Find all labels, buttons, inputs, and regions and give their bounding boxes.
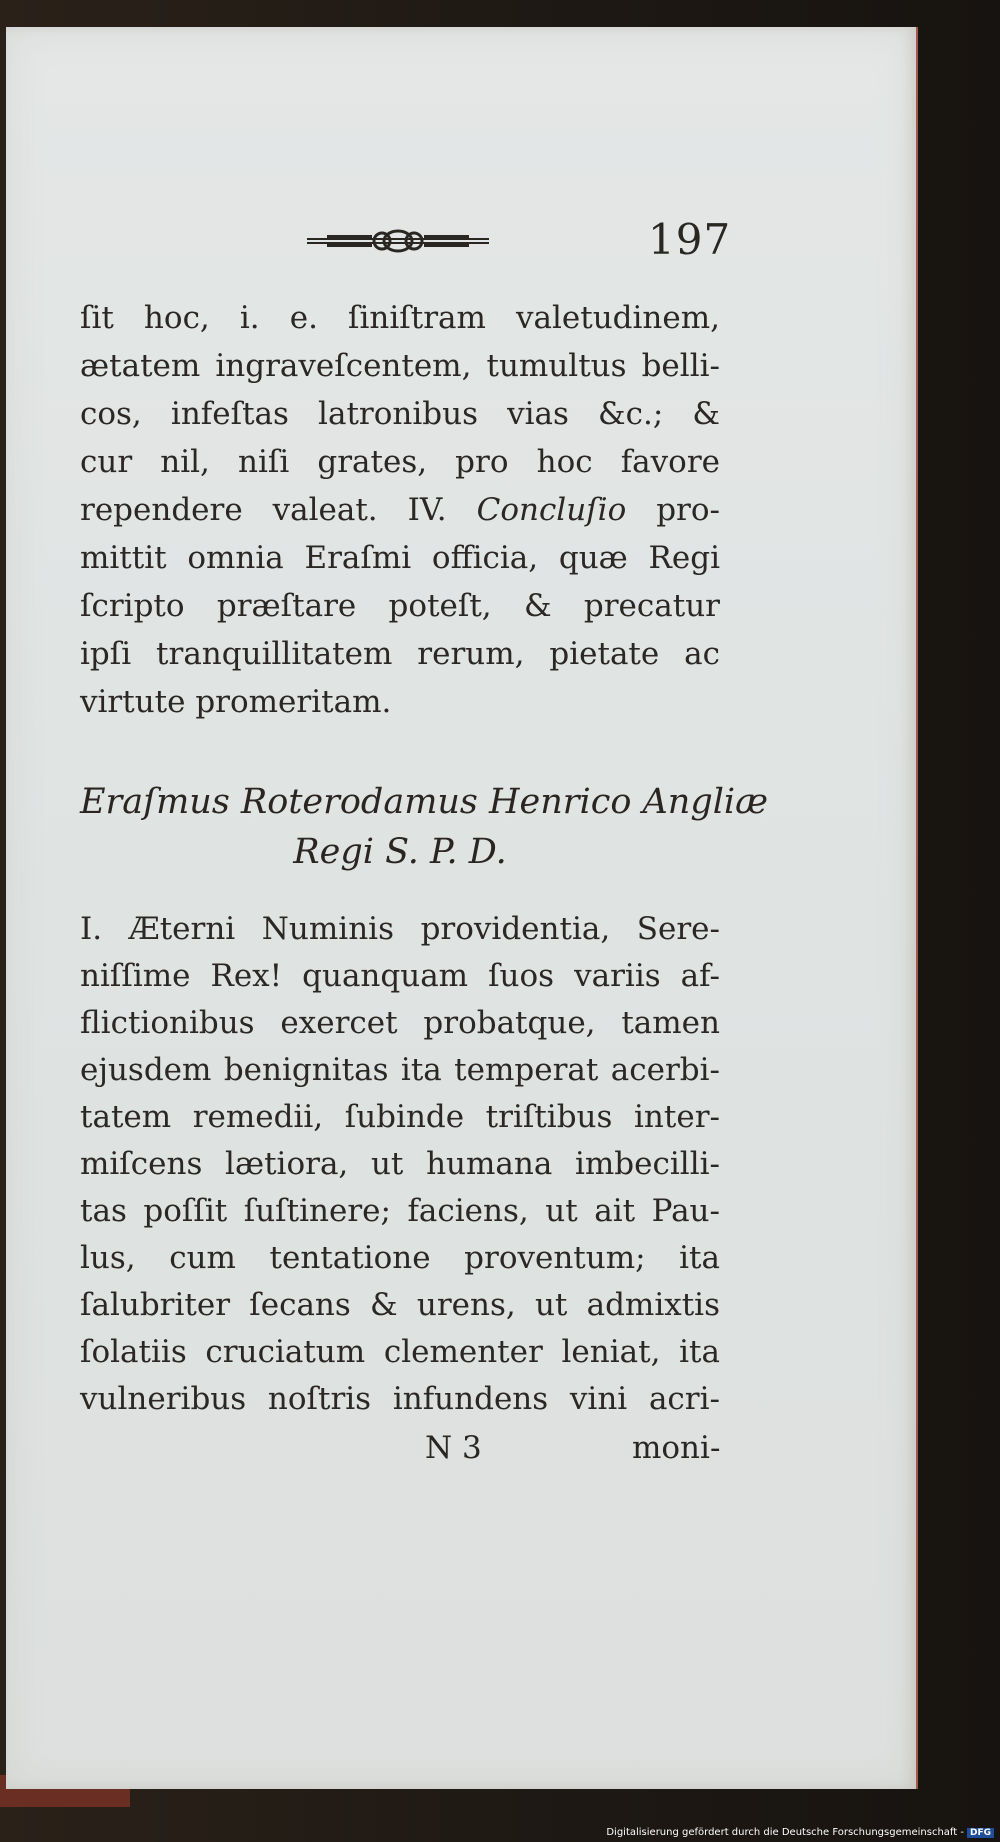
signature-mark: N 3 xyxy=(425,1430,482,1466)
italic-word: Concluſio xyxy=(476,492,627,528)
catchword: moni- xyxy=(632,1430,721,1466)
digitization-credit xyxy=(606,1827,994,1838)
dfg-logo: DFG xyxy=(967,1828,994,1838)
text-line: vulneribus noſtris infundens vini acri- xyxy=(80,1381,720,1417)
text-line: ſalubriter ſecans & urens, ut admixtis xyxy=(80,1287,720,1323)
page-number: 197 xyxy=(648,215,732,264)
text-line: tas poſſit ſuſtinere; faciens, ut ait Pau- xyxy=(80,1193,720,1229)
text-line: niſſime Rex! quanquam ſuos variis af- xyxy=(80,958,720,994)
text-line: flictionibus exercet probatque, tamen xyxy=(80,1005,720,1041)
text-line: virtute promeritam. xyxy=(80,684,392,720)
text-line: cur nil, niſi grates, pro hoc favore xyxy=(80,444,720,480)
heading-line: Regi S. P. D. xyxy=(293,832,507,872)
text-line: cos, infeſtas latronibus vias &c.; & xyxy=(80,396,720,432)
text-line: ætatem ingraveſcentem, tumultus belli- xyxy=(80,348,720,384)
text-line: ejusdem benignitas ita temperat acerbi- xyxy=(80,1052,720,1088)
text-line: mittit omnia Eraſmi officia, quæ Regi xyxy=(80,540,720,576)
heading-line: Eraſmus Roterodamus Henrico Angliæ xyxy=(80,782,769,822)
text-line: ſit hoc, i. e. ſiniſtram valetudinem, xyxy=(80,300,720,336)
text-line: ſcripto præſtare poteſt, & precatur xyxy=(80,588,720,624)
text-segment: rependere valeat. IV. xyxy=(80,492,447,528)
credit-text: Digitalisierung gefördert durch die Deutsche Forschungsgemeinschaft - xyxy=(606,1827,964,1838)
text-line: miſcens lætiora, ut humana imbecilli- xyxy=(80,1146,720,1182)
text-line: ipſi tranquillitatem rerum, pietate ac xyxy=(80,636,720,672)
text-line: lus, cum tentatione proventum; ita xyxy=(80,1240,720,1276)
ornamental-rule-icon xyxy=(307,229,489,253)
text-line: tatem remedii, ſubinde triſtibus inter- xyxy=(80,1099,720,1135)
text-line xyxy=(80,486,720,534)
text-line: ſolatiis cruciatum clementer leniat, ita xyxy=(80,1334,720,1370)
text-line: I. Æterni Numinis providentia, Sere- xyxy=(80,911,720,947)
text-segment: pro- xyxy=(656,492,720,528)
